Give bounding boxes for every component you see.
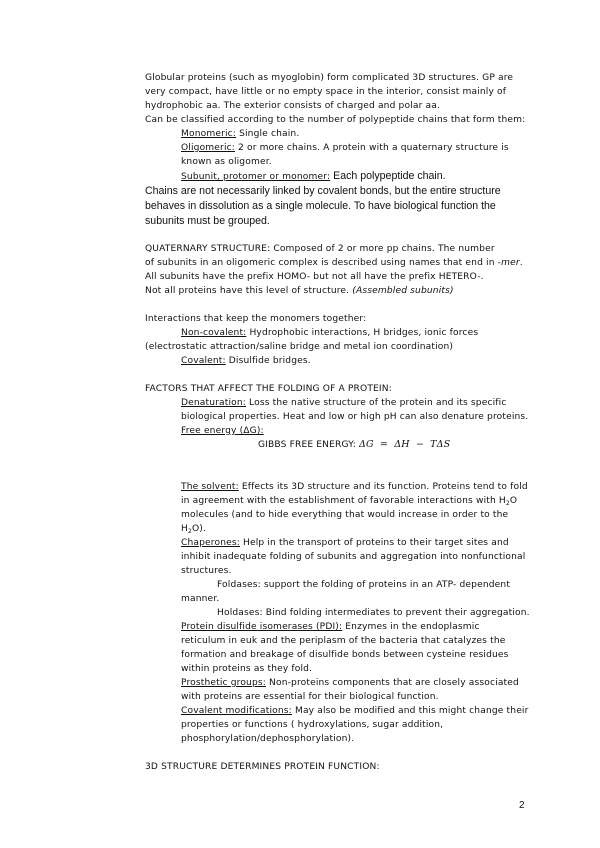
paragraph-line: reticulum in euk and the periplasm of the bacteria that catalyzes the xyxy=(181,636,506,646)
noncovalent-item: Non-covalent: Hydrophobic interactions, H bridges, ionic forces xyxy=(181,328,479,338)
paragraph-line: All subunits have the prefix HOMO- but not all have the prefix HETERO-. xyxy=(145,272,484,282)
paragraph-line: in agreement with the establishment of favorable interactions with $H_2O$ xyxy=(181,496,518,507)
gibbs-equation: GIBBS FREE ENERGY: ΔG = ΔH − TΔS xyxy=(258,439,451,450)
subunit-item: Subunit, protomer or monomer: Each polypeptide chain. xyxy=(181,170,446,182)
paragraph-line: within proteins as they fold. xyxy=(181,664,313,674)
paragraph-line: structures. xyxy=(181,566,232,576)
paragraph-line: (electrostatic attraction/saline bridge and metal ion coordination) xyxy=(145,342,454,352)
term: Covalent modifications: xyxy=(181,706,292,716)
term: Non-covalent: xyxy=(181,328,247,338)
paragraph-line: molecules (and to hide everything that would increase in order to the xyxy=(181,510,509,520)
pdi-item: Protein disulfide isomerases (PDI): Enzymes in the endoplasmic xyxy=(181,622,480,632)
paragraph-line: Can be classified according to the number of polypeptide chains that form them: xyxy=(145,115,526,125)
covalent-item: Covalent: Disulfide bridges. xyxy=(181,356,311,366)
solvent-item: The solvent: Effects its 3D structure and its function. Proteins tend to fold xyxy=(181,482,528,492)
paragraph-line: subunits must be grouped. xyxy=(145,215,270,227)
term: Monomeric: xyxy=(181,129,237,139)
term: Prosthetic groups: xyxy=(181,678,266,688)
paragraph-line: formation and breakage of disulfide bonds between cysteine residues xyxy=(181,650,509,660)
holdases-item: Holdases: Bind folding intermediates to prevent their aggregation. xyxy=(217,608,530,618)
section-heading: QUATERNARY STRUCTURE: Composed of 2 or more pp chains. The number xyxy=(145,244,495,254)
paragraph-line: biological properties. Heat and low or high pH can also denature proteins. xyxy=(181,412,529,422)
paragraph-line: behaves in dissolution as a single molecule. To have biological function the xyxy=(145,200,496,212)
paragraph-line: very compact, have little or no empty space in the interior, consist mainly of xyxy=(145,87,507,97)
section-heading: FACTORS THAT AFFECT THE FOLDING OF A PROTEIN: xyxy=(145,384,392,394)
prosthetic-item: Prosthetic groups: Non-proteins components that are closely associated xyxy=(181,678,519,688)
paragraph-line: manner. xyxy=(181,594,220,604)
denaturation-item: Denaturation: Loss the native structure of the protein and its specific xyxy=(181,398,507,408)
foldases-item: Foldases: support the folding of proteins in an ATP- dependent xyxy=(217,580,511,590)
paragraph-line: Chains are not necessarily linked by covalent bonds, but the entire structure xyxy=(145,185,501,197)
monomeric-item: Monomeric: Single chain. xyxy=(181,129,300,139)
term: Protein disulfide isomerases (PDI): xyxy=(181,622,343,632)
paragraph-line: Interactions that keep the monomers together: xyxy=(145,314,367,324)
oligomeric-item: Oligomeric: 2 or more chains. A protein with a quaternary structure is xyxy=(181,143,509,153)
term: Denaturation: xyxy=(181,398,247,408)
term: Oligomeric: xyxy=(181,143,235,153)
term: Covalent: xyxy=(181,356,226,366)
paragraph-line: known as oligomer. xyxy=(181,157,272,167)
covalent-modifications-item: Covalent modifications: May also be modified and this might change their xyxy=(181,706,529,716)
paragraph-line: Globular proteins (such as myoglobin) form complicated 3D structures. GP are xyxy=(145,73,514,83)
chaperones-item: Chaperones: Help in the transport of proteins to their target sites and xyxy=(181,538,509,548)
paragraph-line: phosphorylation/dephosphorylation). xyxy=(181,734,355,744)
term: The solvent: xyxy=(181,482,239,492)
paragraph-line: Not all proteins have this level of structure. (Assembled subunits) xyxy=(145,286,454,296)
paragraph-line: inhibit inadequate folding of subunits and aggregation into nonfunctional xyxy=(181,552,526,562)
page-number: 2 xyxy=(519,800,525,811)
section-heading: 3D STRUCTURE DETERMINES PROTEIN FUNCTION: xyxy=(145,762,380,772)
paragraph-line: of subunits in an oligomeric complex is described using names that end in -mer. xyxy=(145,258,523,268)
paragraph-line: properties or functions ( hydroxylations, sugar addition, xyxy=(181,720,444,730)
gibbs-formula: ΔG = ΔH − TΔS xyxy=(359,439,451,450)
paragraph-line: with proteins are essential for their biological function. xyxy=(181,692,439,702)
paragraph-line: hydrophobic aa. The exterior consists of charged and polar aa. xyxy=(145,101,440,111)
free-energy-item xyxy=(181,424,264,438)
term: Chaperones: xyxy=(181,538,240,548)
paragraph-line: $H_2O$). xyxy=(181,524,207,535)
term: Subunit, protomer or monomer: xyxy=(181,172,331,182)
term: Free energy (ΔG): xyxy=(181,426,264,436)
